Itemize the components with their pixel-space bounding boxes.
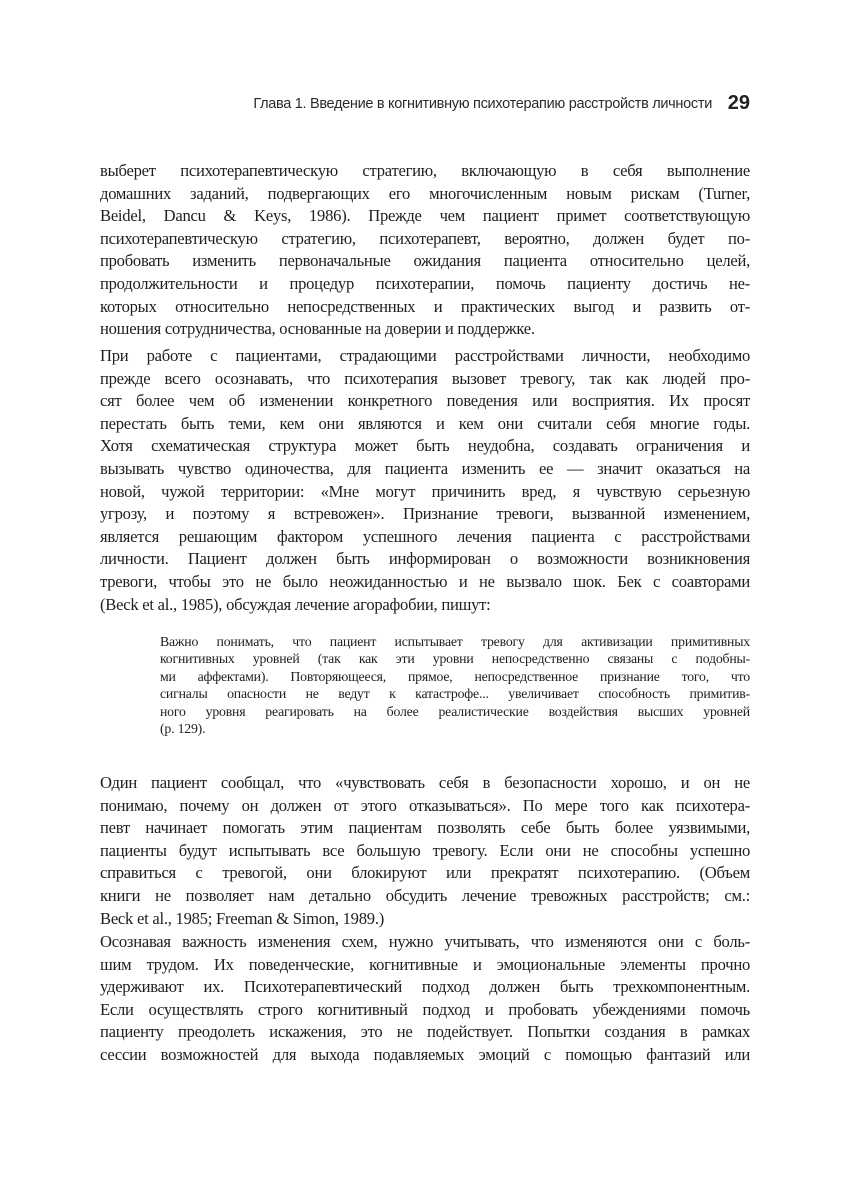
text-line: прежде всего осознавать, что психотерапия вызовет тревогу, так как людей про- [100,368,750,388]
text-line: Один пациент сообщал, что «чувствовать себя в безопасности хорошо, и он не [100,773,750,792]
text-line: является решающим фактором успешного лечения пациента с расстройствами [100,526,750,546]
text-line: Хотя схематическая структура может быть неудобна, создавать ограничения и [100,436,750,456]
paragraph-1 [100,160,750,341]
text-line: перестать быть теми, кем они являются и кем они считали себя многие годы. [100,413,750,433]
text-line: тревоги, чтобы это не было неожиданностью и не вызвало шок. Бек с соавторами [100,571,750,591]
text-line: сят более чем об изменении конкретного поведения или восприятия. Их просят [100,391,750,411]
text-line: пробовать изменить первоначальные ожидания пациента относительно целей, [100,251,750,271]
text-line: вызывать чувство одиночества, для пациента изменить ее — значит оказаться на [100,458,750,478]
text-line: (p. 129). [160,720,206,736]
text-line: понимаю, почему он должен от этого отказываться». По мере того как психотера- [100,795,750,815]
text-line: Осознавая важность изменения схем, нужно учитывать, что изменяются они с боль- [100,932,750,951]
text-line: ношения сотрудничества, основанные на доверии и поддержке. [100,319,535,339]
text-line: которых относительно непосредственных и практических выгод и развить от- [100,296,750,316]
running-title: Глава 1. Введение в когнитивную психотерапию расстройств личности [253,96,712,112]
text-line: ного уровня реагировать на более реалистические воздействия высших уровней [160,703,750,719]
text-line: угрозу, и поэтому я встревожен». Признание тревоги, вызванной изменением, [100,504,750,524]
text-line: шим трудом. Их поведенческие, когнитивные и эмоциональные элементы прочно [100,954,750,974]
text-line: когнитивных уровней (так как эти уровни непосредственно связаны с подобны- [160,651,750,667]
text-line: личности. Пациент должен быть информирован о возможности возникновения [100,549,750,569]
running-header [100,94,750,118]
paragraph-3 [100,772,750,930]
block-quote [160,633,750,737]
text-line: При работе с пациентами, страдающими расстройствами личности, необходимо [100,346,750,365]
text-line: домашних заданий, подвергающих его многочисленным новым рискам (Turner, [100,183,750,203]
text-line: книги не позволяет нам детально обсудить лечение тревожных расстройств; см.: [100,885,750,905]
text-line: удерживают их. Психотерапевтический подход должен быть трехкомпонентным. [100,977,750,997]
text-line: новой, чужой территории: «Мне могут причинить вред, я чувствую серьезную [100,481,750,501]
paragraph-4 [100,931,750,1067]
text-line: психотерапевтическую стратегию, психотерапевт, вероятно, должен будет по- [100,228,750,248]
text-line: пациенту преодолеть искажения, это не подействует. Попытки создания в рамках [100,1022,750,1042]
text-line: певт начинает помогать этим пациентам позволять себе быть более уязвимыми, [100,818,750,838]
text-line: пациенты будут испытывать все большую тревогу. Если они не способны успешно [100,840,750,860]
text-line: Если осуществлять строго когнитивный подход и пробовать убеждениями помочь [100,999,750,1019]
text-line: ми аффектами). Повторяющееся, прямое, непосредственное признание того, что [160,668,750,684]
text-line: выберет психотерапевтическую стратегию, включающую в себя выполнение [100,161,750,180]
page-number: 29 [727,92,750,114]
text-line: продолжительности и процедур психотерапии, помочь пациенту достичь не- [100,273,750,293]
text-line: Важно понимать, что пациент испытывает тревогу для активизации примитивных [160,634,750,649]
paragraph-2 [100,345,750,616]
text-line: сессии возможностей для выхода подавляемых эмоций с помощью фантазий или [100,1044,750,1064]
text-line: Beck et al., 1985; Freeman & Simon, 1989.) [100,908,384,928]
text-line: справиться с тревогой, они блокируют или прекратят психотерапию. (Объем [100,863,750,883]
text-line: (Beck et al., 1985), обсуждая лечение агорафобии, пишут: [100,594,491,614]
text-line: Beidel, Dancu & Keys, 1986). Прежде чем пациент примет соответствующую [100,206,750,226]
text-line: сигналы опасности не ведут к катастрофе... увеличивает способность примитив- [160,686,750,702]
